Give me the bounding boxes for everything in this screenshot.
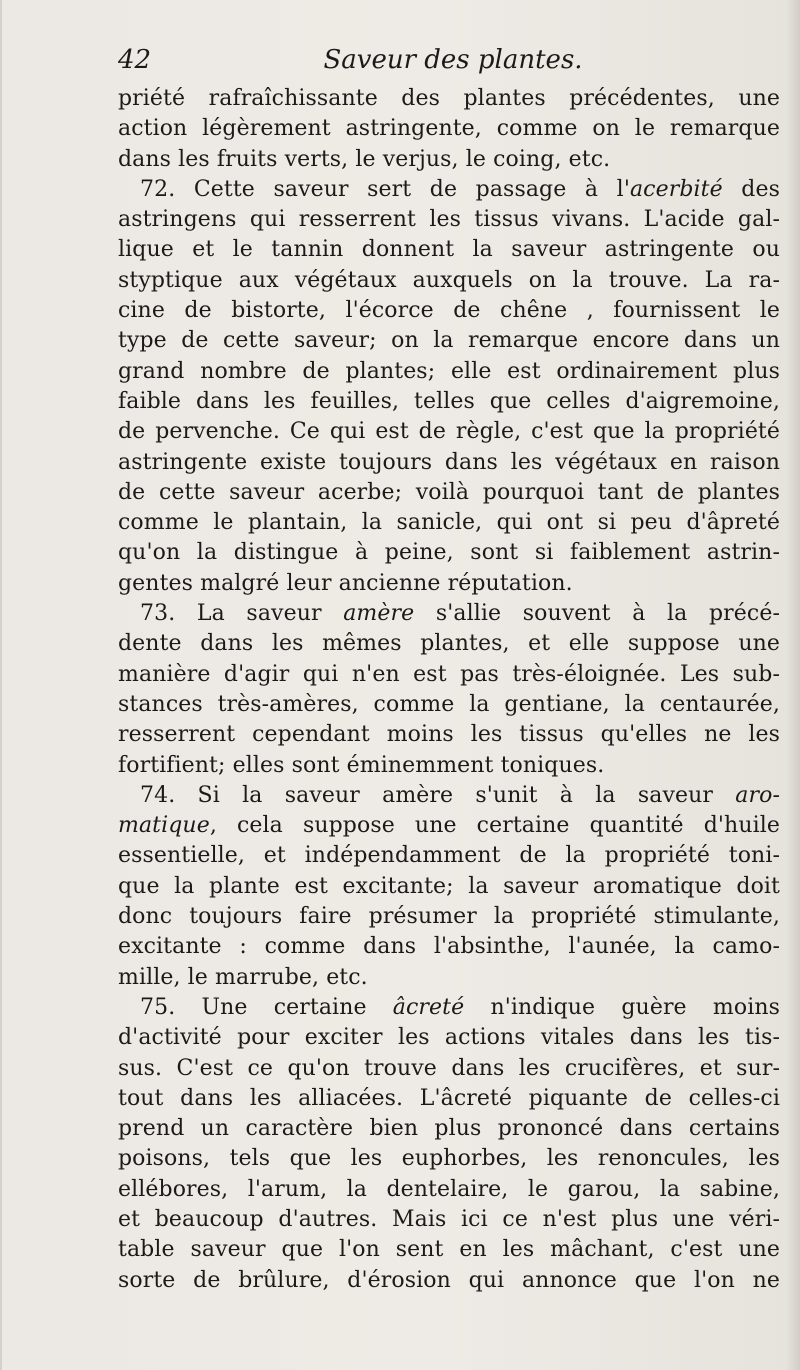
emphasized-term: aro- (735, 782, 780, 808)
text-run: n'indique guère moins (464, 994, 780, 1020)
text-line (118, 993, 780, 1023)
text-line: et beaucoup d'autres. Mais ici ce n'est plus une véri- (118, 1206, 780, 1232)
text-line (118, 811, 780, 841)
text-line: fortifient; elles sont éminemment toniques. (118, 752, 605, 778)
text-line (118, 175, 780, 205)
page-fold-line (0, 0, 2, 1370)
text-line: action légèrement astringente, comme on le remarque (118, 116, 780, 142)
text-line: astringente existe toujours dans les végétaux en raison (118, 449, 780, 475)
emphasized-term: acerbité (629, 176, 723, 202)
text-line: mille, le marrube, etc. (118, 964, 368, 990)
text-line: donc toujours faire présumer la propriété stimulante, (118, 904, 780, 930)
text-line: que la plante est excitante; la saveur aromatique doit (118, 873, 780, 899)
text-line: qu'on la distingue à peine, sont si faiblement astrin- (118, 540, 780, 566)
page-number: 42 (118, 45, 152, 75)
text-line: de pervenche. Ce qui est de règle, c'est que la propriété (118, 419, 780, 445)
text-line: sus. C'est ce qu'on trouve dans les crucifères, et sur- (118, 1055, 780, 1081)
text-line (118, 599, 780, 629)
text-line: type de cette saveur; on la remarque encore dans un (118, 328, 780, 354)
text-line: prend un caractère bien plus prononcé dans certains (118, 1116, 780, 1142)
text-line: table saveur que l'on sent en les mâchant, c'est une (118, 1237, 780, 1263)
text-line: d'activité pour exciter les actions vitales dans les tis- (118, 1025, 780, 1051)
page-edge-shadow (786, 0, 800, 1370)
text-run: 73. La saveur (140, 601, 344, 627)
text-line: priété rafraîchissante des plantes précédentes, une (118, 86, 780, 111)
text-run: des (722, 176, 780, 202)
text-line: stances très-amères, comme la gentiane, la centaurée, (118, 691, 780, 717)
text-run: 75. Une certaine (140, 994, 393, 1020)
text-line: dans les fruits verts, le verjus, le coing, etc. (118, 146, 611, 172)
emphasized-term: matique (118, 813, 210, 839)
text-line: tout dans les alliacées. L'âcreté piquante de celles-ci (118, 1085, 780, 1111)
text-line: de cette saveur acerbe; voilà pourquoi tant de plantes (118, 479, 780, 505)
running-title: Saveur des plantes. (323, 45, 583, 75)
text-run: 72. Cette saveur sert de passage à l' (140, 176, 630, 202)
text-run: 74. Si la saveur amère s'unit à la saveur (140, 782, 736, 808)
text-line: dente dans les mêmes plantes, et elle suppose une (118, 631, 780, 657)
text-run: s'allie souvent à la précé- (414, 601, 780, 627)
text-line: comme le plantain, la sanicle, qui ont si peu d'âpreté (118, 510, 780, 536)
text-line: sorte de brûlure, d'érosion qui annonce que l'on ne (118, 1267, 780, 1293)
text-line: poisons, tels que les euphorbes, les renoncules, les (118, 1146, 780, 1172)
text-line: essentielle, et indépendamment de la propriété toni- (118, 843, 780, 869)
text-line: excitante : comme dans l'absinthe, l'aunée, la camo- (118, 934, 780, 960)
text-line: lique et le tannin donnent la saveur astringente ou (118, 237, 780, 263)
emphasized-term: âcreté (392, 994, 465, 1020)
text-line: cine de bistorte, l'écorce de chêne , fournissent le (118, 298, 780, 324)
page-header (118, 40, 788, 80)
text-line: grand nombre de plantes; elle est ordinairement plus (118, 358, 780, 384)
text-line: astringens qui resserrent les tissus vivans. L'acide gal- (118, 207, 780, 233)
emphasized-term: amère (343, 601, 415, 627)
text-line: faible dans les feuilles, telles que celles d'aigremoine, (118, 388, 780, 414)
text-line: resserrent cependant moins les tissus qu'elles ne les (118, 722, 780, 748)
text-line (118, 781, 780, 811)
text-line: gentes malgré leur ancienne réputation. (118, 570, 573, 596)
text-run: , cela suppose une certaine quantité d'huile (209, 813, 780, 839)
body-text (118, 84, 780, 1296)
text-line: styptique aux végétaux auxquels on la trouve. La ra- (118, 267, 780, 293)
text-line: ellébores, l'arum, la dentelaire, le garou, la sabine, (118, 1176, 780, 1202)
text-line: manière d'agir qui n'en est pas très-éloignée. Les sub- (118, 661, 780, 687)
